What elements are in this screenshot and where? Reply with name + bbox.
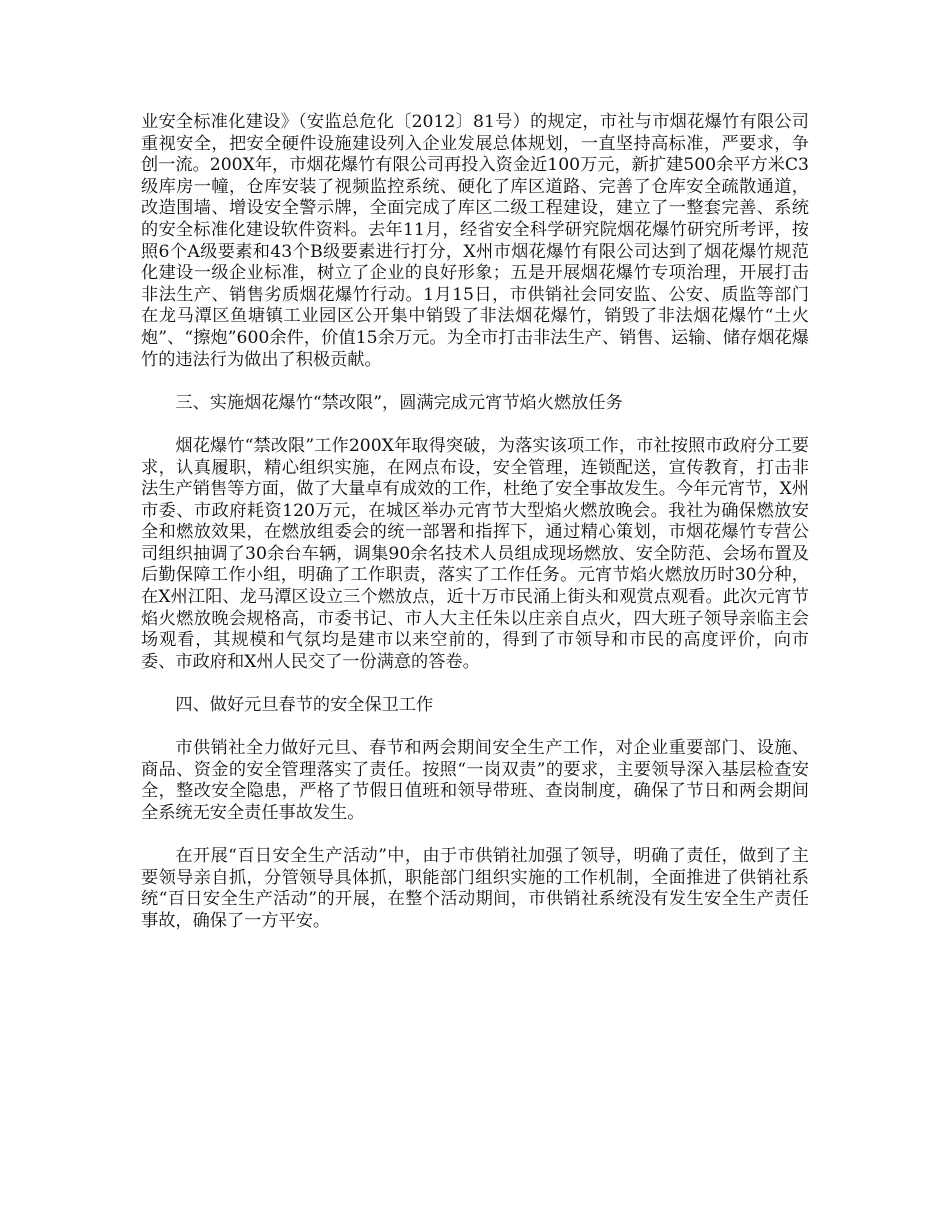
section-heading-four: 四、做好元旦春节的安全保卫工作 [175, 695, 434, 716]
paragraph-intro-continuation: 业安全标准化建设》（安监总危化〔2012〕81号）的规定，市社与市烟花爆竹有限公司重视安全，把安全硬件设施建设列入企业发展总体规划，一直坚持高标准，严要求，争创一流。200X年，市烟花爆竹有限公司再投入资金近100万元，新扩建500余平方米C3级库房一幢，仓库安装了视频监控系统、硬化了库区道路、完善了仓库安全疏散通道，改造围墙、增设安全警示牌，全面完成了库区二级工程建设，建立了一整套完善、系统的安全标准化建设软件资料。去年11月，经省安全科学研究院烟花爆竹研究所考评，按照6个A级要素和43个B级要素进行打分，X州市烟花爆竹有限公司达到了烟花爆竹规范化建设一级企业标准，树立了企业的良好形象；五是开展烟花爆竹专项治理，开展打击非法生产、销售劣质烟花爆竹行动。1月15日，市供销社会同安监、公安、质监等部门在龙马潭区鱼塘镇工业园区公开集中销毁了非法烟花爆竹，销毁了非法烟花爆竹“土火炮”、“擦炮”600余件，价值15余万元。为全市打击非法生产、销售、运输、储存烟花爆竹的违法行为做出了积极贡献。 [141, 112, 809, 370]
document-body [141, 112, 809, 954]
paragraph-hundred-day-campaign: 在开展“百日安全生产活动”中，由于市供销社加强了领导，明确了责任，做到了主要领导亲自抓，分管领导具体抓，职能部门组织实施的工作机制，全面推进了供销社系统“百日安全生产活动”的开展，在整个活动期间，市供销社系统没有发生安全生产责任事故，确保了一方平安。 [141, 846, 809, 931]
section-heading-three: 三、实施烟花爆竹“禁改限”，圆满完成元宵节焰火燃放任务 [175, 392, 623, 413]
paragraph-holiday-safety: 市供销社全力做好元旦、春节和两会期间安全生产工作，对企业重要部门、设施、商品、资金的安全管理落实了责任。按照“一岗双责”的要求，主要领导深入基层检查安全，整改安全隐患，严格了节假日值班和领导带班、查岗制度，确保了节日和两会期间全系统无安全责任事故发生。 [141, 738, 809, 823]
paragraph-fireworks-policy: 烟花爆竹“禁改限”工作200X年取得突破，为落实该项工作，市社按照市政府分工要求，认真履职，精心组织实施，在网点布设，安全管理，连锁配送，宣传教育，打击非法生产销售等方面，做了大量卓有成效的工作，杜绝了安全事故发生。今年元宵节，X州市委、市政府耗资120万元，在城区举办元宵节大型焰火燃放晚会。我社为确保燃放安全和燃放效果，在燃放组委会的统一部署和指挥下，通过精心策划，市烟花爆竹专营公司组织抽调了30余台车辆，调集90余名技术人员组成现场燃放、安全防范、会场布置及后勤保障工作小组，明确了工作职责，落实了工作任务。元宵节焰火燃放历时30分种，在X州江阳、龙马潭区设立三个燃放点，近十万市民涌上街头和观赏点观看。此次元宵节焰火燃放晚会规格高，市委书记、市人大主任朱以庄亲自点火，四大班子领导亲临主会场观看，其规模和气氛均是建市以来空前的，得到了市领导和市民的高度评价，向市委、市政府和X州人民交了一份满意的答卷。 [141, 435, 809, 672]
